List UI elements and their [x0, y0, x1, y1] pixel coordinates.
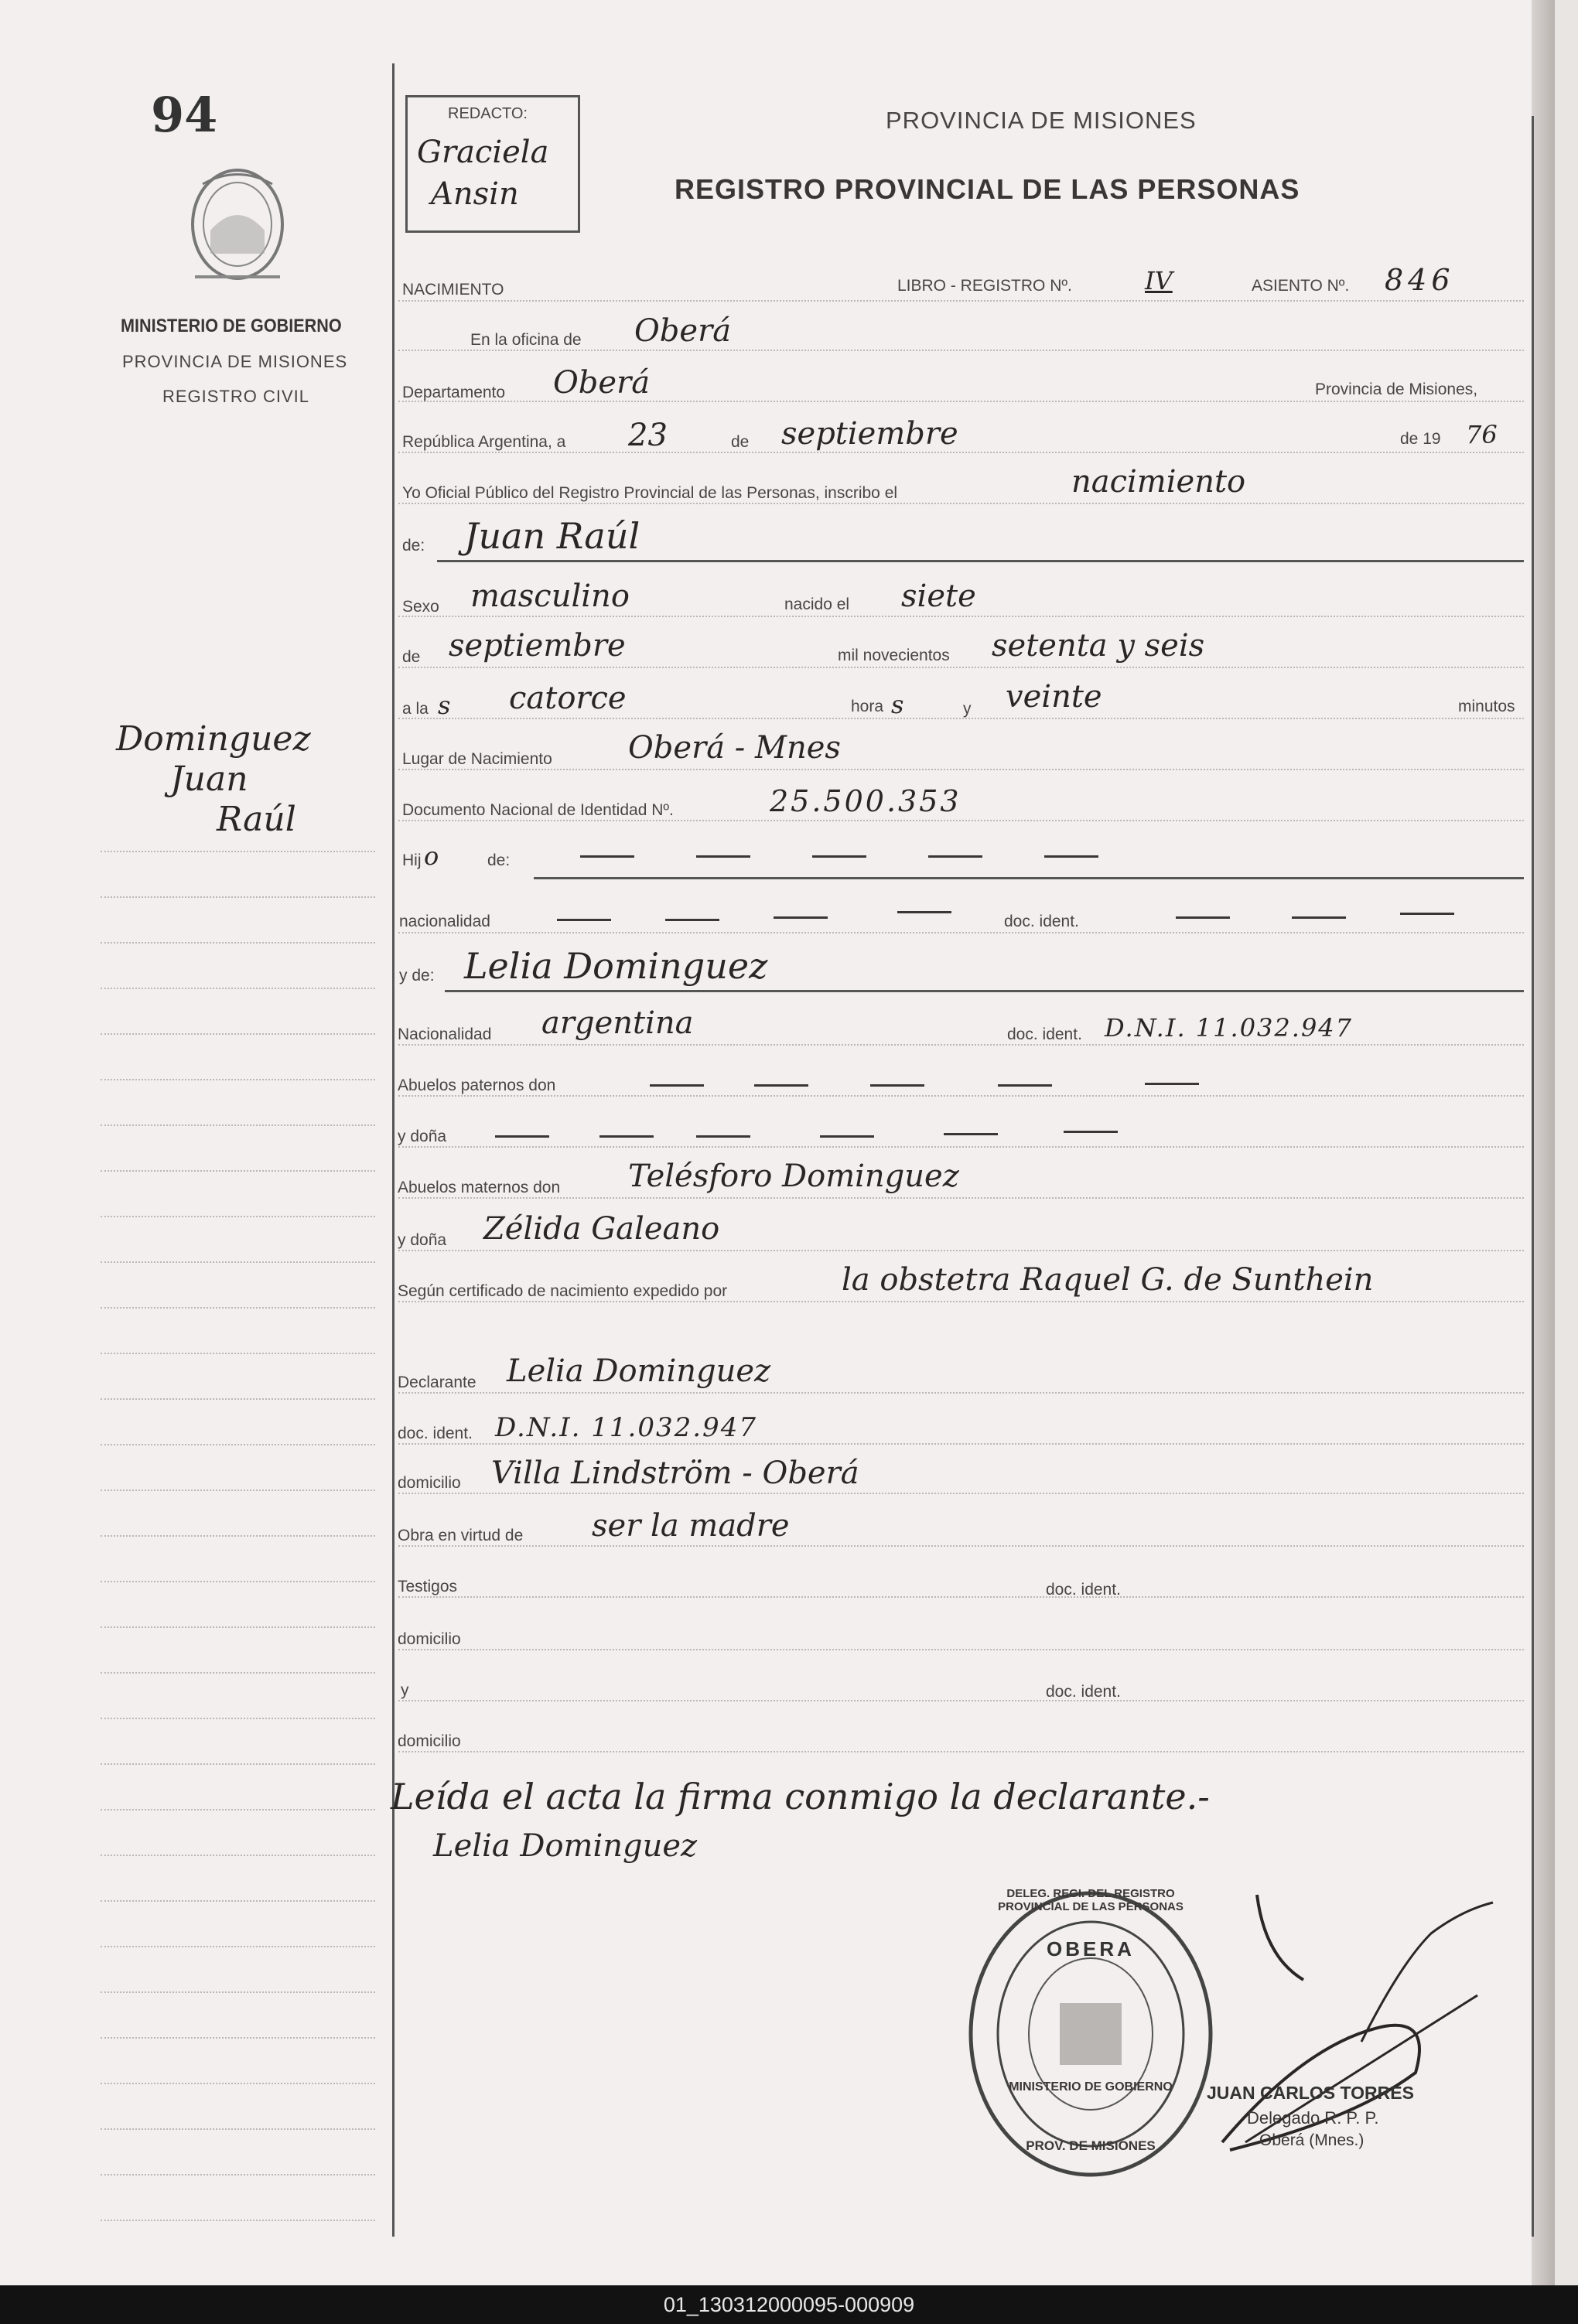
sidebar-ruled-line	[101, 1718, 375, 1719]
hijo-label: Hij	[402, 851, 422, 869]
blank-dash	[870, 1084, 924, 1087]
form-ruled-line	[398, 350, 1524, 351]
docident3-label: doc. ident.	[398, 1425, 473, 1442]
form-ruled-line	[398, 1700, 1524, 1701]
horas-label: hora	[851, 698, 884, 715]
domicilio2-label: domicilio	[398, 1630, 461, 1648]
sidebar-ruled-line	[101, 1353, 375, 1354]
hora-value: catorce	[509, 681, 627, 716]
month-value: septiembre	[781, 416, 958, 452]
obra-label: Obra en virtud de	[398, 1527, 524, 1544]
form-ruled-line	[398, 300, 1524, 302]
file-id: 01_130312000095-000909	[663, 2292, 915, 2316]
provincia-suffix: Provincia de Misiones,	[1315, 381, 1478, 398]
madre-value: Lelia Dominguez	[464, 945, 768, 987]
sidebar-ruled-line	[101, 1991, 375, 1993]
officer-place: Oberá (Mnes.)	[1259, 2131, 1365, 2149]
form-ruled-line	[398, 503, 1524, 504]
blank-dash	[665, 919, 719, 921]
nacido-value: siete	[901, 578, 976, 614]
sidebar-ruled-line	[101, 1900, 375, 1902]
ydona1-label: y doña	[398, 1128, 447, 1145]
officer-name: JUAN CARLOS TORRES	[1207, 2083, 1414, 2103]
sidebar-ruled-line	[101, 1672, 375, 1674]
alas-hand: s	[438, 691, 451, 720]
blank-dash	[754, 1084, 808, 1087]
abmat-label: Abuelos maternos don	[398, 1179, 561, 1196]
obra-value: ser la madre	[592, 1508, 790, 1544]
ydona2-value: Zélida Galeano	[483, 1211, 720, 1247]
segun-value: la obstetra Raquel G. de Sunthein	[842, 1262, 1374, 1298]
form-ruled-line	[398, 667, 1524, 668]
redacto-label: REDACTO:	[448, 105, 528, 122]
seal-bottom-text: PROV. DE MISIONES	[1026, 2138, 1156, 2153]
docident4-label: doc. ident.	[1046, 1581, 1121, 1599]
dni-value: 25.500.353	[770, 784, 961, 818]
sidebar-ruled-line	[101, 2083, 375, 2084]
form-ruled-line	[398, 769, 1524, 770]
blank-dash	[774, 916, 828, 919]
de3-label: de	[402, 648, 421, 666]
form-ruled-line	[398, 616, 1524, 617]
sidebar-ruled-line	[101, 1261, 375, 1263]
docident5-label: doc. ident.	[1046, 1683, 1121, 1701]
mes-nac-value: septiembre	[449, 628, 626, 664]
year-label: de 19	[1400, 430, 1441, 448]
sidebar-ruled-line	[101, 1626, 375, 1628]
blank-dash	[820, 1135, 874, 1138]
oficina-label: En la oficina de	[470, 331, 582, 349]
nacionalidad2-value: argentina	[541, 1005, 694, 1041]
sidebar-ruled-line	[101, 2128, 375, 2130]
blank-dash	[696, 855, 750, 858]
ydona2-label: y doña	[398, 1231, 447, 1249]
form-ruled-line	[398, 1443, 1524, 1445]
form-ruled-line	[398, 1146, 1524, 1148]
nombre-value: Juan Raúl	[464, 515, 640, 557]
blank-dash	[1176, 916, 1230, 919]
sidebar-ruled-line	[101, 1581, 375, 1582]
horas-hand: s	[891, 690, 904, 719]
sexo-label: Sexo	[402, 598, 439, 616]
docident1-label: doc. ident.	[1004, 913, 1079, 930]
republica-label: República Argentina, a	[402, 433, 566, 451]
folio-number: 94	[151, 87, 218, 143]
sidebar-ruled-line	[101, 1490, 375, 1491]
blank-dash	[650, 1084, 704, 1087]
sidebar-ruled-line	[101, 896, 375, 898]
hijo-hand: o	[424, 841, 439, 871]
testigos-label: Testigos	[398, 1578, 458, 1595]
y-label: y	[963, 700, 972, 718]
closing-statement: Leída el acta la firma conmigo la declarante.-	[391, 1776, 1210, 1817]
form-ruled-line	[398, 1751, 1524, 1752]
lugar-value: Oberá - Mnes	[628, 730, 841, 766]
domicilio1-value: Villa Lindström - Oberá	[491, 1455, 859, 1491]
left-frame-line	[392, 63, 394, 2237]
header-province: PROVINCIA DE MISIONES	[886, 107, 1197, 134]
sidebar-ruled-line	[101, 1033, 375, 1035]
hijo-de-label: de:	[487, 851, 511, 869]
oficial-text: Yo Oficial Público del Registro Provincial de las Personas, inscribo el	[402, 484, 898, 502]
lugar-label: Lugar de Nacimiento	[402, 750, 552, 768]
sidebar-ruled-line	[101, 851, 375, 852]
form-ruled-line	[398, 1649, 1524, 1650]
libro-label: LIBRO - REGISTRO Nº.	[897, 277, 1072, 295]
blank-dash	[495, 1135, 549, 1138]
sidebar-ruled-line	[101, 1444, 375, 1445]
segun-label: Según certificado de nacimiento expedido por	[398, 1282, 728, 1300]
sidebar-ruled-line	[101, 1855, 375, 1856]
margin-note-line: Juan	[170, 759, 248, 799]
minutos-label: minutos	[1458, 698, 1515, 715]
asiento-value: 846	[1385, 263, 1455, 297]
form-ruled-line	[398, 1596, 1524, 1598]
redacto-name: Ansin	[431, 176, 519, 212]
docident3-value: D.N.I. 11.032.947	[495, 1412, 757, 1443]
oficina-value: Oberá	[634, 313, 732, 349]
seal-inner-text: MINISTERIO DE GOBIERNO	[1009, 2080, 1173, 2094]
sidebar-province: PROVINCIA DE MISIONES	[122, 352, 348, 371]
declarant-signature: Lelia Dominguez	[433, 1828, 698, 1864]
padre-underline	[534, 877, 1524, 879]
yde-label: y de:	[399, 967, 435, 985]
sidebar-ruled-line	[101, 942, 375, 944]
margin-note-line: Raúl	[217, 800, 296, 839]
sidebar-ruled-line	[101, 2037, 375, 2039]
form-ruled-line	[398, 820, 1524, 821]
file-id-bar	[0, 2285, 1578, 2324]
domicilio3-label: domicilio	[398, 1732, 461, 1750]
blank-dash	[998, 1084, 1052, 1087]
madre-underline	[445, 990, 1524, 992]
year-value: 76	[1466, 420, 1498, 449]
alas-label: a la	[402, 700, 429, 718]
sidebar-ruled-line	[101, 2220, 375, 2221]
abpat-label: Abuelos paternos don	[398, 1077, 556, 1094]
blank-dash	[557, 919, 611, 921]
sidebar-ministry: MINISTERIO DE GOBIERNO	[121, 316, 342, 336]
sidebar-ruled-line	[101, 1170, 375, 1172]
form-ruled-line	[398, 452, 1524, 453]
redacto-box	[405, 95, 580, 233]
y2-label: y	[401, 1681, 409, 1699]
form-ruled-line	[398, 718, 1524, 719]
sidebar-ruled-line	[101, 2174, 375, 2176]
seal-city: OBERA	[1047, 1937, 1135, 1961]
blank-dash	[1064, 1131, 1118, 1133]
form-ruled-line	[398, 1197, 1524, 1199]
blank-dash	[944, 1133, 998, 1135]
form-ruled-line	[398, 401, 1524, 402]
sidebar-ruled-line	[101, 988, 375, 989]
docident2-label: doc. ident.	[1007, 1025, 1082, 1043]
de2-label: de:	[402, 537, 425, 555]
declarante-label: Declarante	[398, 1374, 476, 1391]
form-ruled-line	[398, 1493, 1524, 1494]
departamento-value: Oberá	[553, 365, 651, 401]
asiento-label: ASIENTO Nº.	[1252, 277, 1350, 295]
mil-label: mil novecientos	[838, 647, 950, 664]
form-ruled-line	[398, 1301, 1524, 1302]
blank-dash	[1145, 1083, 1199, 1085]
libro-value: IV	[1145, 266, 1173, 295]
dni-label: Documento Nacional de Identidad Nº.	[402, 801, 674, 819]
form-ruled-line	[398, 1095, 1524, 1097]
departamento-label: Departamento	[402, 384, 506, 401]
blank-dash	[580, 855, 634, 858]
blank-dash	[599, 1135, 654, 1138]
sidebar-ruled-line	[101, 1946, 375, 1947]
nacido-label: nacido el	[784, 596, 850, 613]
acta-type-label: NACIMIENTO	[402, 281, 504, 299]
sidebar-ruled-line	[101, 1307, 375, 1309]
sidebar-ruled-line	[101, 1216, 375, 1217]
coat-of-arms-icon	[179, 169, 295, 292]
acto-value: nacimiento	[1071, 464, 1246, 500]
form-ruled-line	[398, 1044, 1524, 1046]
anio-nac-value: setenta y seis	[992, 628, 1205, 664]
abmat-value: Telésforo Dominguez	[628, 1159, 959, 1194]
day-value: 23	[628, 418, 668, 453]
sidebar-ruled-line	[101, 1809, 375, 1810]
right-frame-line	[1532, 116, 1534, 2237]
sidebar-registry: REGISTRO CIVIL	[162, 387, 310, 406]
redacto-name: Graciela	[417, 135, 549, 170]
margin-note-line: Dominguez	[116, 719, 311, 759]
sidebar-ruled-line	[101, 1079, 375, 1080]
de-label: de	[731, 433, 750, 451]
form-ruled-line	[398, 1250, 1524, 1251]
page-title: REGISTRO PROVINCIAL DE LAS PERSONAS	[675, 173, 1300, 205]
blank-dash	[928, 855, 982, 858]
nacionalidad1-label: nacionalidad	[399, 913, 490, 930]
form-ruled-line	[398, 932, 1524, 933]
declarante-value: Lelia Dominguez	[507, 1353, 771, 1389]
minutos-value: veinte	[1006, 679, 1102, 715]
form-ruled-line	[398, 1392, 1524, 1394]
sidebar-ruled-line	[101, 1763, 375, 1765]
blank-dash	[696, 1135, 750, 1138]
sidebar-ruled-line	[101, 1398, 375, 1400]
blank-dash	[1292, 916, 1346, 919]
nacionalidad2-label: Nacionalidad	[398, 1025, 492, 1043]
blank-dash	[1400, 913, 1454, 915]
officer-role: Delegado R. P. P.	[1247, 2108, 1379, 2128]
official-seal-icon	[963, 1887, 1218, 2181]
docident2-value: D.N.I. 11.032.947	[1105, 1013, 1354, 1043]
blank-dash	[897, 911, 951, 913]
form-ruled-line	[398, 1545, 1524, 1547]
blank-dash	[1044, 855, 1098, 858]
sexo-value: masculino	[470, 578, 630, 614]
nombre-underline	[437, 560, 1524, 562]
sidebar-ruled-line	[101, 1124, 375, 1126]
domicilio1-label: domicilio	[398, 1474, 461, 1492]
sidebar-ruled-line	[101, 1535, 375, 1537]
seal-ring-text: DELEG. REGI. DEL REGISTRO PROVINCIAL DE LAS PERSONAS	[998, 1887, 1184, 1913]
page-edge	[1532, 0, 1555, 2285]
blank-dash	[812, 855, 866, 858]
